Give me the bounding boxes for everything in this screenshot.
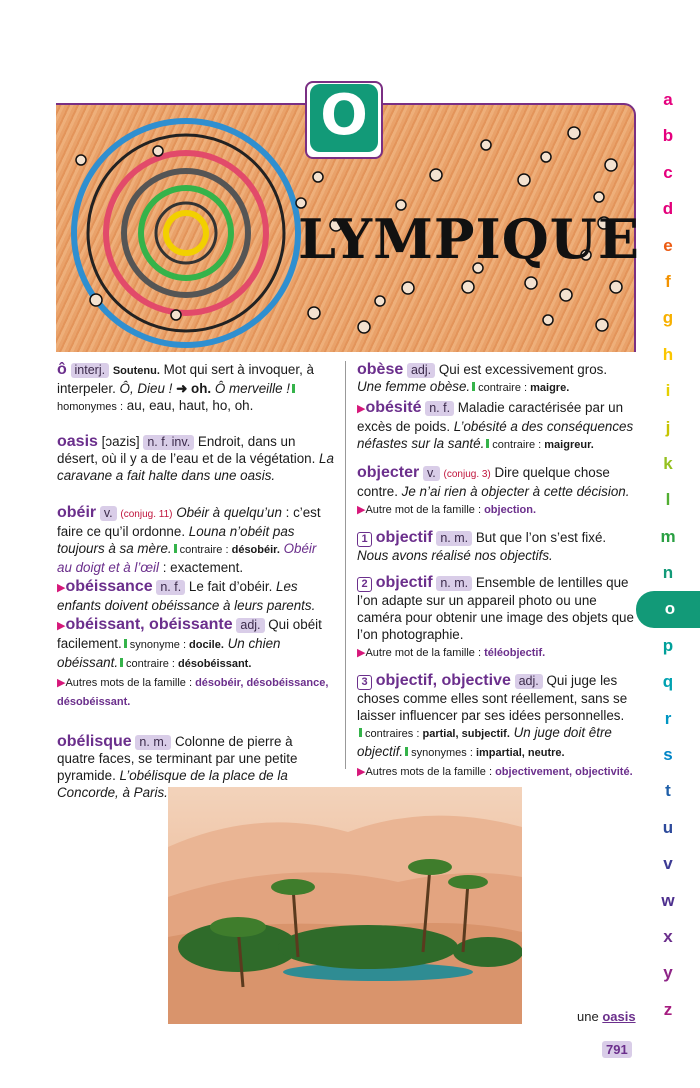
headword: obèse [357,361,404,378]
definition: Qui juge les choses comme elles sont réellement, sans se laisser influencer par ses idées personnelles. [357,673,628,723]
pos-tag: n. f. [156,580,185,595]
alphabet-letter-d[interactable]: d [662,199,674,219]
alphabet-letter-s[interactable]: s [663,745,673,765]
alphabet-letter-l[interactable]: l [665,490,671,510]
pos-tag: adj. [515,674,543,689]
alphabet-letter-v[interactable]: v [663,854,673,874]
caption-word: oasis [602,1009,636,1024]
headword: objectif, objective [375,672,511,689]
example: Obéir à quelqu’un [172,505,282,520]
pos-tag: adj. [236,618,264,633]
antonym: maigreur. [541,439,594,451]
alphabet-letter-q[interactable]: q [662,672,674,692]
example: Ô, Dieu ! [115,381,177,396]
homonyms-label: homonymes : [57,401,124,413]
headword: obéir [57,504,97,521]
antonym-label: contraire : [126,658,175,670]
banner-word: LYMPIQUE [298,207,640,271]
entry-obese [357,361,634,397]
expression: Obéir au doigt et à l’œil [57,541,317,575]
example: Une femme obèse. [357,379,471,394]
alphabet-letter-w[interactable]: w [661,890,675,910]
definition: Colonne de pierre à quatre faces, se terminant par une petite pyramide. [57,734,298,783]
entry-obeissance: ▶obéissance n. f. Le fait d’obéir. Les enfants doivent obéissance à leurs parents. [57,578,316,613]
headword: obélisque [57,733,132,750]
definition: Le fait d’obéir. [185,579,273,594]
family-label: Autres mots de la famille : [365,766,493,778]
headword: objectif [375,574,433,591]
headword: objecter [357,464,420,481]
pronunciation: [ɔazis] [101,434,140,449]
family-words: objection. [481,504,537,516]
pos-tag: n. m. [436,531,472,546]
example: Louna n’obéit pas toujours à sa mère. [57,524,295,556]
example: L’obésité a des conséquences néfastes sur la santé. [357,419,634,451]
alphabet-letter-b[interactable]: b [662,126,674,146]
entry-o [57,361,334,416]
antonym-label: contraires : [365,728,420,740]
alphabet-letter-a[interactable]: a [663,90,673,109]
alphabet-letter-o[interactable]: o [636,591,700,627]
antonym-label: contraire : [478,382,528,394]
definition: Endroit, dans un désert, où il y a de l’eau et de la végétation. [57,434,316,466]
alphabet-letter-y[interactable]: y [663,963,673,983]
conjugation: (conjug. 11) [120,509,173,520]
antonym: désobéissant. [174,658,252,670]
example: La caravane a fait halte dans une oasis. [57,451,334,483]
entry-objecter: objecter v. (conjug. 3) Dire quelque chose contre. Je n’ai rien à objecter à cette décision. ▶Autre mot de la famille : objection. [357,464,630,516]
pos-tag: n. f. inv. [143,435,194,450]
left-column [57,361,334,801]
pos-tag: n. f. [425,401,454,416]
family-label: Autre mot de la famille : [365,647,482,659]
example: Un chien obéissant. [57,636,281,670]
headword: ô [57,361,67,378]
alphabet-letter-i[interactable]: i [665,381,671,401]
sense-number: 2 [357,577,372,592]
alphabet-letter-f[interactable]: f [665,271,671,291]
alphabet-letter-m[interactable]: m [660,526,676,546]
photo-caption [577,1009,636,1024]
headword: obéissance [65,578,153,595]
definition: But que l’on s’est fixé. [472,530,607,545]
alphabet-letter-u[interactable]: u [662,817,674,837]
caption-prefix: une [577,1009,603,1024]
conjugation: (conjug. 3) [443,469,491,480]
synonym-label: synonyme : [129,639,186,651]
alphabet-letter-g[interactable]: g [662,308,674,328]
example: Les enfants doivent obéissance à leurs parents. [57,579,316,613]
ring-yellow [166,213,206,253]
entry-objectif-2: 2 objectif n. m. Ensemble de lentilles que l’on adapte sur un appareil photo ou une caméra pour obtenir une image des objets que l’on photographie. ▶Autre mot de la famille : téléobjectif. [357,574,634,659]
oasis-photo [168,787,522,1024]
definition: Qui obéit facilement. [57,617,322,651]
antonym-label: contraire : [492,439,542,451]
page-number: 791 [602,1041,632,1058]
homonyms: au, eau, haut, ho, oh. [123,398,254,413]
family-words: objectivement, objectivité. [492,766,633,778]
sense-number: 3 [357,675,372,690]
entry-obesite: ▶obésité n. f. Maladie caractérisée par un excès de poids. L’obésité a des conséquences néfastes sur la santé. contraire : maigreur. [357,399,634,451]
pos-tag: adj. [407,363,435,378]
see-also: ➜ oh. [176,381,212,396]
entry-oasis [57,433,334,484]
definition: Qui est excessivement gros. [435,362,608,377]
definition: Mot qui sert à invoquer, à interpeler. [57,362,314,396]
alphabet-letter-j[interactable]: j [665,417,671,437]
alphabet-letter-x[interactable]: x [663,926,673,946]
pos-tag: v. [100,506,117,521]
example: Nous avons réalisé nos objectifs. [357,548,553,563]
entry-obeir [57,504,334,576]
alphabet-letter-z[interactable]: z [663,999,673,1019]
alphabet-letter-h[interactable]: h [662,344,674,364]
column-divider [345,361,346,769]
family-label: Autres mots de la famille : [65,677,193,689]
right-column [357,361,634,781]
register: Soutenu. [112,365,160,377]
headword: objectif [375,529,433,546]
family-words: téléobjectif. [481,647,546,659]
alphabet-letter-c[interactable]: c [663,162,673,182]
antonym: désobéir. [228,544,280,556]
example: L’obélisque de la place de la Concorde, à Paris. [57,768,288,800]
pos-tag: v. [423,466,440,481]
pos-tag: interj. [71,363,110,378]
pos-tag: n. m. [436,576,472,591]
ring-pink [106,153,266,313]
alphabet-letter-e[interactable]: e [663,235,673,255]
headword: oasis [57,433,98,450]
pos-tag: n. m. [135,735,171,750]
entry-objectif-3: 3 objectif, objective adj. Qui juge les choses comme elles sont réellement, sans se laisser influencer par ses idées personnelles. contraires : partial, subjectif. Un juge doit être objectif. synonymes : impartial, neutre. ▶Autres mots de la famille : objectivement, objectivité. [357,672,633,778]
synonym: impartial, neutre. [472,747,565,759]
ring-dark [88,135,284,331]
definition: Maladie caractérisée par un excès de poids. [357,400,624,434]
alphabet-letter-r[interactable]: r [664,708,672,728]
headword: obéissant, obéissante [65,616,233,633]
synonym: docile. [186,639,224,651]
expression-definition: : exactement. [158,560,244,575]
family-words: désobéir, désobéissance, désobéissant. [57,677,329,708]
example: Ô merveille ! [211,381,290,396]
definition: Dire quelque chose contre. [357,465,610,499]
family-label: Autre mot de la famille : [365,504,482,516]
definition: Ensemble de lentilles que l’on adapte sur un appareil photo ou une caméra pour obtenir une image des objets que l’on photographie. [357,575,634,642]
headword: obésité [365,399,422,416]
entry-obeissant: ▶obéissant, obéissante adj. Qui obéit facilement. synonyme : docile. Un chien obéissant. contraire : désobéissant. ▶Autres mots de la famille : désobéir, désobéissance, désobéissant. [57,616,329,708]
definition: : c’est faire ce qu’il ordonne. [57,505,321,539]
sense-number: 1 [357,532,372,547]
alphabet-letter-t[interactable]: t [665,781,671,801]
chapter-letter: O [310,84,378,152]
antonym-label: contraire : [179,544,229,556]
alphabet-letter-n[interactable]: n [662,563,674,583]
example: Un juge doit être objectif. [357,725,612,759]
alphabet-letter-p[interactable]: p [662,635,674,655]
entry-objectif-1 [357,529,634,564]
oasis-illustration [168,787,522,1024]
example: Je n’ai rien à objecter à cette décision. [397,484,630,499]
antonym: maigre. [527,382,570,394]
synonym-label: synonymes : [411,747,473,759]
alphabet-index [648,82,688,1028]
alphabet-letter-k[interactable]: k [663,453,673,473]
antonym: partial, subjectif. [419,728,510,740]
